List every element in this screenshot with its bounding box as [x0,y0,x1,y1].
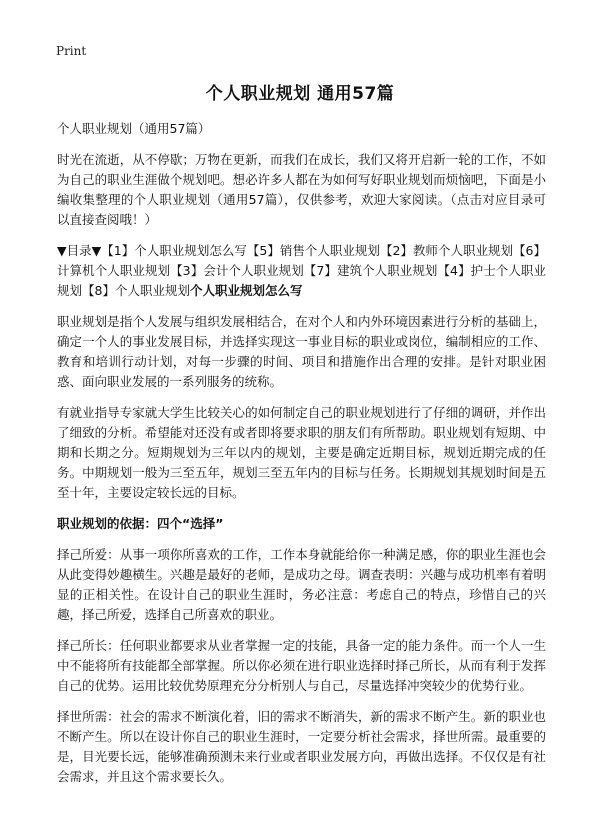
section-heading: 职业规划的依据：四个“选择” [57,516,224,531]
section-paragraph: 择己所长：任何职业都要求从业者掌握一定的技能，具备一定的能力条件。而一个人一生中不能将所有技能都全部掌握。所以你必须在进行职业选择时择己所长，从而有利于发挥自己的优势。运用比较优势原理充分分析别人与自己，尽量选择冲突较少的优势行业。 [57,638,546,693]
toc-links[interactable]: ▼目录▼【1】个人职业规划怎么写【5】销售个人职业规划【2】教师个人职业规划【6】计算机个人职业规划【3】会计个人职业规划【7】建筑个人职业规划【4】护士个人职业规划【8】个人职业规划 [57,243,546,298]
intro-paragraph: 时光在流逝，从不停歇；万物在更新，而我们在成长，我们又将开启新一轮的工作，不如为自己的职业生涯做个规划吧。想必许多人都在为如何写好职业规划而烦恼吧，下面是小编收集整理的个人职业规划（通用57篇），仅供参考，欢迎大家阅读。（点击对应目录可以直接查阅哦！） [57,152,546,227]
section-paragraph: 择世所需：社会的需求不断演化着，旧的需求不断消失，新的需求不断产生。新的职业也不断产生。所以在设计你自己的职业生涯时，一定要分析社会需求，择世所需。最重要的是，目光要长远，能够准确预测未来行业或者职业发展方向，再做出选择。不仅仅是有社会需求，并且这个需求要长久。 [57,709,546,784]
document-title: 个人职业规划 通用57篇 [205,84,395,104]
section-paragraph: 择己所爱：从事一项你所喜欢的工作，工作本身就能给你一种满足感，你的职业生涯也会从此变得妙趣横生。兴趣是最好的老师，是成功之母。调查表明：兴趣与成功机率有着明显的正相关性。在设计自己的职业生涯时，务必注意：考虑自己的特点，珍惜自己的兴趣，择己所爱，选择自己所喜欢的职业。 [57,547,546,622]
table-of-contents [57,241,546,301]
body-paragraph: 有就业指导专家就大学生比较关心的如何制定自己的职业规划进行了仔细的调研，并作出了细致的分析。希望能对还没有或者即将要求职的朋友们有所帮助。职业规划有短期、中期和长期之分。短期规划为三年以内的规划，主要是确定近期目标，规划近期完成的任务。中期规划一般为三至五年，规划三至五年内的目标与任务。长期规划其规划时间是五至十年，主要设定较长远的目标。 [57,405,546,500]
document-subtitle: 个人职业规划（通用57篇） [57,121,211,136]
toc-current-heading: 个人职业规划怎么写 [189,283,303,298]
print-label: Print [56,44,87,58]
body-paragraph: 职业规划是指个人发展与组织发展相结合，在对个人和内外环境因素进行分析的基础上，确定一个人的事业发展目标，并选择实现这一事业目标的职业或岗位，编制相应的工作、教育和培训行动计划，对每一步骤的时间、项目和措施作出合理的安排。是针对职业困惑、面向职业发展的一系列服务的统称。 [57,314,546,389]
document-body [57,119,546,798]
